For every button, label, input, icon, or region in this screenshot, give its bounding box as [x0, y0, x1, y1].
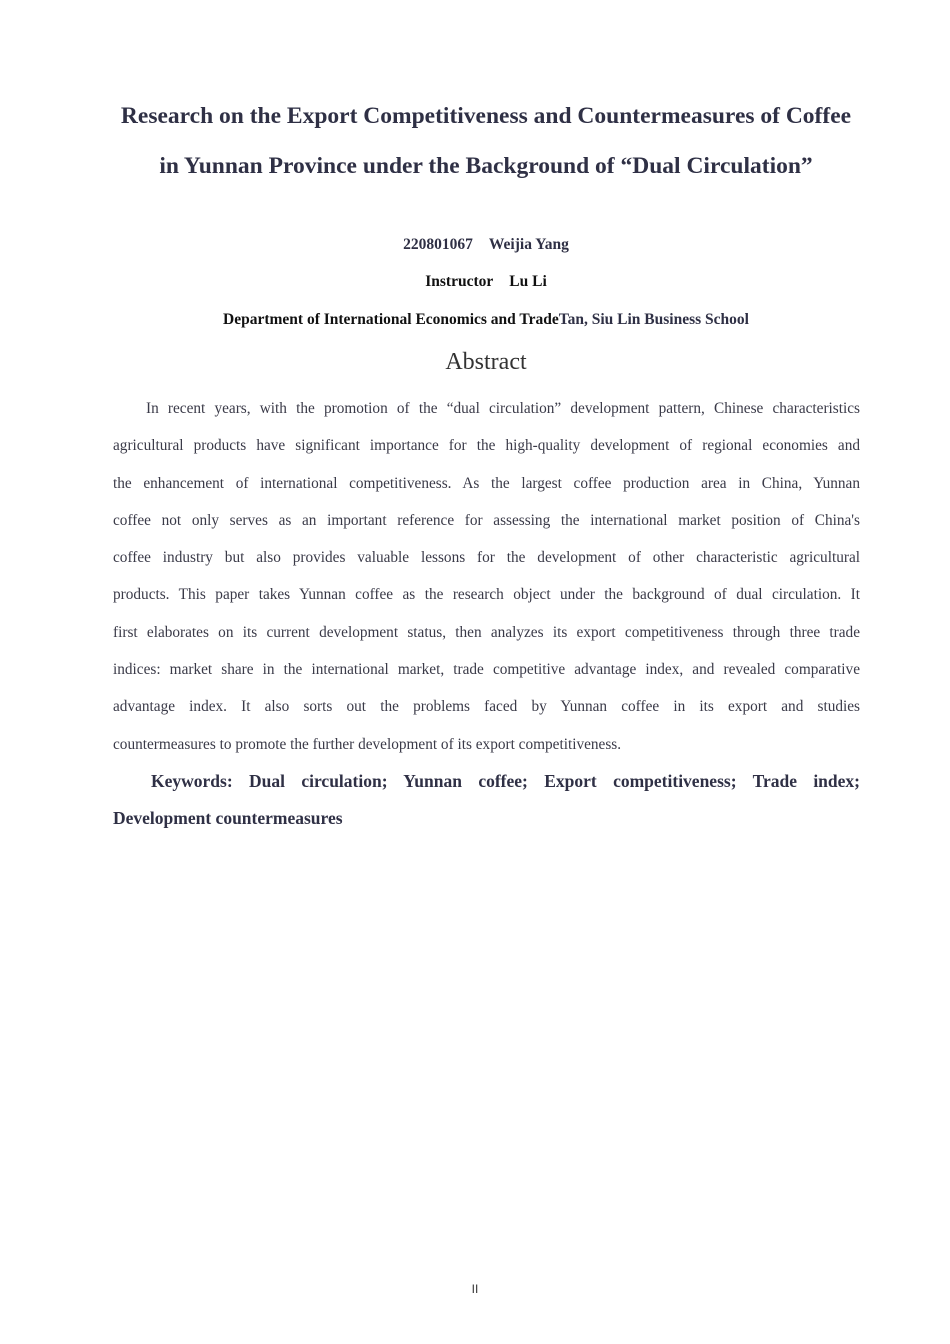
abstract-line: coffee not only serves as an important reference for assessing the international market position of China's	[113, 511, 860, 529]
paper-title-line-1: Research on the Export Competitiveness and Countermeasures of Coffee	[120, 103, 852, 129]
author-name: Weijia Yang	[488, 236, 569, 253]
abstract-line: countermeasures to promote the further development of its export competitiveness.	[113, 735, 622, 753]
paper-title-line-2: in Yunnan Province under the Background of “Dual Circulation”	[159, 153, 813, 179]
student-id: 220801067	[403, 236, 473, 253]
abstract-line: the enhancement of international competitiveness. As the largest coffee production area in China, Yunnan	[113, 474, 860, 492]
keywords-line-1: Keywords: Dual circulation; Yunnan coffee; Export competitiveness; Trade index;	[151, 771, 860, 791]
page-number: II	[471, 1282, 479, 1296]
abstract-line: In recent years, with the promotion of the “dual circulation” development pattern, Chinese characteristics	[146, 400, 860, 417]
instructor-line	[100, 273, 872, 291]
paper-title	[100, 91, 872, 191]
instructor-label: Instructor	[425, 273, 494, 290]
abstract-line: agricultural products have significant importance for the high-quality development of regional economies and	[113, 437, 860, 455]
abstract-heading: Abstract	[445, 349, 527, 375]
author-line	[100, 236, 872, 254]
abstract-line: first elaborates on its current development status, then analyzes its export competitiveness through three trade	[113, 623, 860, 641]
keywords-line-2: Development countermeasures	[113, 808, 343, 828]
department-name: Department of International Economics and Trade	[223, 311, 559, 328]
abstract-line: products. This paper takes Yunnan coffee as the research object under the background of dual circulation. It	[113, 586, 860, 604]
abstract-line: indices: market share in the international market, trade competitive advantage index, and revealed comparative	[113, 661, 860, 679]
instructor-name: Lu Li	[509, 273, 547, 290]
abstract-line: coffee industry but also provides valuable lessons for the development of other characteristic agricultural	[113, 549, 860, 567]
abstract-body	[113, 390, 860, 763]
keywords	[113, 763, 860, 837]
school-name: Tan, Siu Lin Business School	[558, 311, 749, 328]
department-line	[100, 311, 872, 329]
abstract-line: advantage index. It also sorts out the problems faced by Yunnan coffee in its export and studies	[113, 698, 860, 716]
